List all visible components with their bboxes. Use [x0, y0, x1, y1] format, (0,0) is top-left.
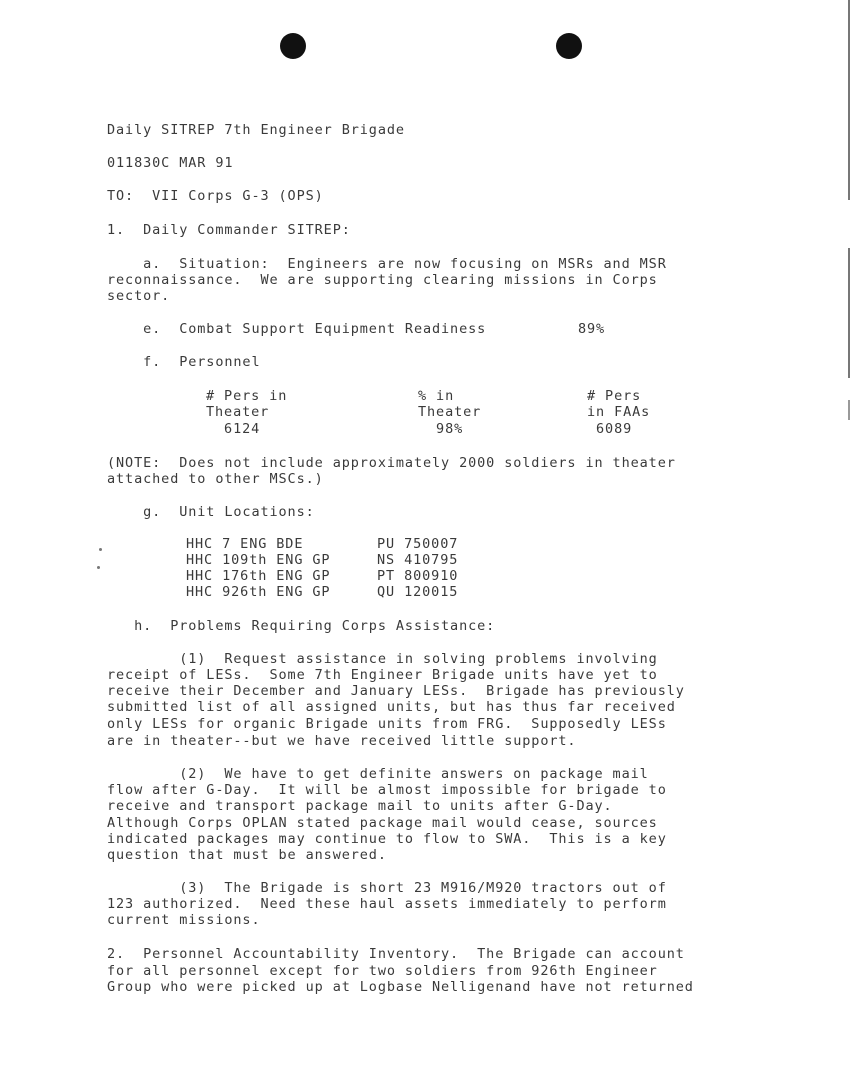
unit-grid: QU 120015: [377, 584, 459, 600]
readiness-value: 89%: [578, 321, 606, 337]
personnel-col-header: Theater: [206, 404, 270, 420]
personnel-col-header: Theater: [418, 404, 482, 420]
problem-1-line: are in theater--but we have received little support.: [107, 733, 577, 749]
problems-label: h. Problems Requiring Corps Assistance:: [107, 618, 496, 634]
personnel-label: f. Personnel: [107, 354, 261, 370]
problem-2-line: indicated packages may continue to flow to SWA. This is a key: [107, 831, 667, 847]
problem-2-line: receive and transport package mail to units after G-Day.: [107, 798, 613, 814]
unit-grid: NS 410795: [377, 552, 459, 568]
unit-grid: PT 800910: [377, 568, 459, 584]
unit-name: HHC 7 ENG BDE: [186, 536, 304, 552]
unit-grid: PU 750007: [377, 536, 459, 552]
problem-1-line: submitted list of all assigned units, but has thus far received: [107, 699, 676, 715]
readiness-label: e. Combat Support Equipment Readiness: [107, 321, 487, 337]
situation-line: a. Situation: Engineers are now focusing on MSRs and MSR: [107, 256, 667, 272]
section-2-line: Group who were picked up at Logbase Nelligenand have not returned: [107, 979, 694, 995]
scan-speck: [97, 566, 100, 569]
personnel-value: 6124: [206, 421, 261, 437]
personnel-value: 98%: [418, 421, 464, 437]
problem-3-line: 123 authorized. Need these haul assets immediately to perform: [107, 896, 667, 912]
punch-hole-left: [280, 33, 306, 59]
punch-hole-right: [556, 33, 582, 59]
problem-1-line: (1) Request assistance in solving problems involving: [107, 651, 658, 667]
situation-line: sector.: [107, 288, 171, 304]
personnel-col-header: # Pers: [587, 388, 642, 404]
document-title: Daily SITREP 7th Engineer Brigade: [107, 122, 405, 138]
problem-3-line: current missions.: [107, 912, 261, 928]
section-2-line: 2. Personnel Accountability Inventory. The Brigade can account: [107, 946, 685, 962]
problem-2-line: Although Corps OPLAN stated package mail would cease, sources: [107, 815, 658, 831]
section-2-line: for all personnel except for two soldiers from 926th Engineer: [107, 963, 658, 979]
problem-1-line: only LESs for organic Brigade units from FRG. Supposedly LESs: [107, 716, 667, 732]
situation-line: reconnaissance. We are supporting clearing missions in Corps: [107, 272, 658, 288]
scan-speck: [99, 548, 102, 551]
problem-1-line: receipt of LESs. Some 7th Engineer Brigade units have yet to: [107, 667, 658, 683]
addressee-line: TO: VII Corps G-3 (OPS): [107, 188, 324, 204]
unit-locations-label: g. Unit Locations:: [107, 504, 315, 520]
problem-2-line: question that must be answered.: [107, 847, 387, 863]
problem-2-line: flow after G-Day. It will be almost impossible for brigade to: [107, 782, 667, 798]
unit-name: HHC 176th ENG GP: [186, 568, 331, 584]
unit-name: HHC 109th ENG GP: [186, 552, 331, 568]
personnel-col-header: in FAAs: [587, 404, 651, 420]
personnel-value: 6089: [587, 421, 633, 437]
personnel-col-header: # Pers in: [206, 388, 288, 404]
problem-1-line: receive their December and January LESs. Brigade has previously: [107, 683, 685, 699]
section-1-heading: 1. Daily Commander SITREP:: [107, 222, 351, 238]
note-line: (NOTE: Does not include approximately 2000 soldiers in theater: [107, 455, 676, 471]
note-line: attached to other MSCs.): [107, 471, 324, 487]
problem-2-line: (2) We have to get definite answers on package mail: [107, 766, 649, 782]
date-time-group: 011830C MAR 91: [107, 155, 234, 171]
unit-name: HHC 926th ENG GP: [186, 584, 331, 600]
personnel-col-header: % in: [418, 388, 455, 404]
problem-3-line: (3) The Brigade is short 23 M916/M920 tractors out of: [107, 880, 667, 896]
